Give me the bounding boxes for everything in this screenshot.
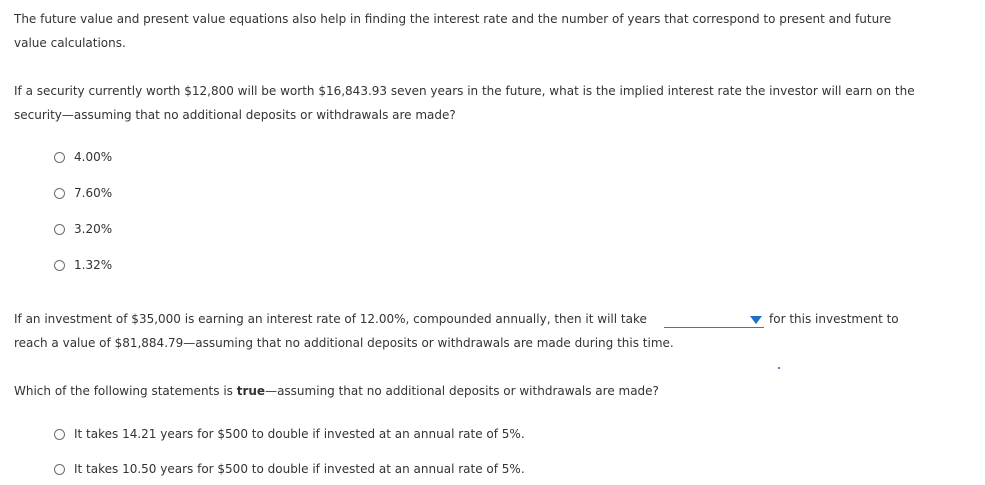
option-label: It takes 10.50 years for $500 to double if invested at an annual rate of 5%.: [74, 462, 525, 476]
radio-button[interactable]: [54, 224, 65, 235]
question-1-option-1[interactable]: [54, 148, 112, 166]
question-3-prefix: Which of the following statements is: [14, 384, 237, 398]
option-label: It takes 14.21 years for $500 to double if invested at an annual rate of 5%.: [74, 427, 525, 441]
option-label: 1.32%: [74, 258, 113, 272]
option-label: 3.20%: [74, 222, 113, 236]
question-3-suffix: —assuming that no additional deposits or withdrawals are made?: [265, 384, 659, 398]
intro-line-2: value calculations.: [14, 36, 126, 50]
question-2-line-1-before: If an investment of $35,000 is earning an interest rate of 12.00%, compounded annually, then it will take: [14, 312, 647, 326]
question-1-text: [14, 79, 915, 127]
option-label: 4.00%: [74, 150, 113, 164]
question-3-option-2[interactable]: [54, 460, 525, 478]
question-3-option-1[interactable]: [54, 425, 525, 443]
question-2-line-1-after: for this investment to: [769, 312, 899, 326]
question-2-line-2: reach a value of $81,884.79—assuming that no additional deposits or withdrawals are made during this time.: [14, 336, 674, 350]
question-2-after-text: [769, 307, 899, 331]
intro-paragraph: [14, 7, 891, 55]
question-1-option-3[interactable]: [54, 220, 112, 238]
radio-button[interactable]: [54, 429, 65, 440]
question-1-line-1: If a security currently worth $12,800 will be worth $16,843.93 seven years in the future, what is the implied interest rate the investor will earn on the: [14, 84, 915, 98]
question-3-line: [14, 379, 659, 403]
radio-button[interactable]: [54, 464, 65, 475]
radio-button[interactable]: [54, 260, 65, 271]
dropdown-marker-dot: [778, 367, 780, 369]
question-1-option-2[interactable]: [54, 184, 112, 202]
radio-button[interactable]: [54, 188, 65, 199]
years-dropdown[interactable]: [664, 312, 764, 328]
question-2-text: [14, 307, 674, 355]
option-label: 7.60%: [74, 186, 113, 200]
question-3-emphasis: true: [236, 384, 266, 398]
intro-line-1: The future value and present value equations also help in finding the interest rate and the number of years that correspond to present and future: [14, 12, 892, 26]
radio-button[interactable]: [54, 152, 65, 163]
question-1-option-4[interactable]: [54, 256, 112, 274]
chevron-down-icon[interactable]: [750, 316, 762, 324]
question-1-line-2: security—assuming that no additional deposits or withdrawals are made?: [14, 108, 456, 122]
question-3-text: [14, 379, 659, 403]
